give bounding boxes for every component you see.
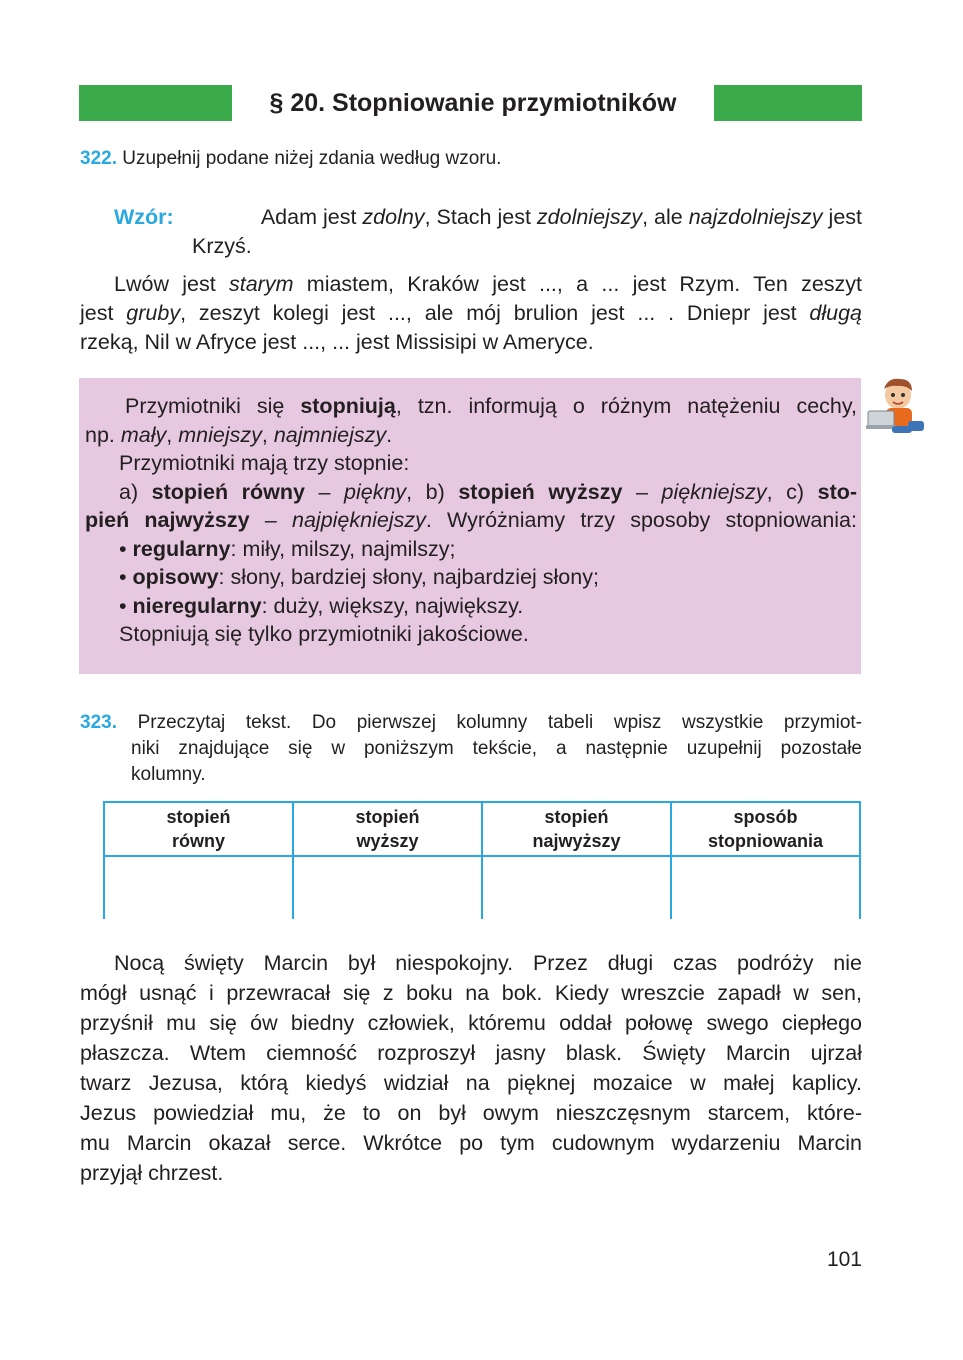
italic-term: najzdolniejszy	[688, 205, 823, 229]
text-run: •	[119, 593, 133, 618]
text-run: jest	[822, 205, 862, 229]
instruction-line: kolumny.	[131, 764, 206, 785]
table-answer-cell[interactable]	[672, 857, 861, 919]
text-run: •	[119, 536, 133, 561]
table-header-cell	[671, 805, 860, 855]
text-run: Lwów jest	[114, 272, 229, 296]
instruction-line: niki znajdujące się w poniższym tekście, a następnie uzupełnij pozostałe	[131, 738, 862, 759]
instruction-text: Przeczytaj tekst. Do pierwszej kolumny tabeli wpisz wszystkie przymiot-	[137, 712, 862, 733]
exercise-number: 323.	[80, 712, 117, 733]
text-run: , c)	[766, 479, 818, 504]
example-label: Wzór:	[114, 205, 174, 229]
rule-list-item	[85, 592, 857, 621]
rule-line	[85, 506, 857, 535]
text-run: , zeszyt kolegi jest ..., ale mój brulion jest ... . Dniepr jest	[180, 301, 810, 325]
header-line: sposób	[733, 807, 798, 827]
text-run: , tzn. informują o różnym natężeniu cechy,	[395, 394, 857, 418]
header-line: najwyższy	[532, 831, 621, 851]
text-run: jest	[80, 301, 127, 325]
text-run: : duży, większy, największy.	[261, 593, 524, 618]
text-run: •	[119, 565, 133, 589]
text-run: Przymiotniki się	[125, 394, 301, 418]
italic-term: najpiękniejszy	[292, 508, 426, 532]
story-line: przyjął chrzest.	[80, 1161, 224, 1185]
bold-term: stopniują	[300, 394, 396, 418]
rule-line	[85, 421, 857, 450]
italic-term: mały	[120, 422, 167, 447]
text-run: Stopniują się tylko przymiotniki jakościowe.	[119, 622, 529, 646]
italic-term: zdolniejszy	[536, 205, 643, 229]
rule-line	[85, 392, 857, 421]
sentence-line	[80, 299, 862, 328]
instruction-line	[80, 710, 862, 736]
text-run: a)	[119, 479, 152, 504]
table-header-cell	[104, 805, 293, 855]
header-line: stopień	[166, 807, 231, 827]
bold-term: nieregularny	[132, 593, 262, 618]
sentence-line	[80, 270, 862, 299]
text-run: : miły, milszy, najmilszy;	[230, 536, 456, 561]
comparison-table	[103, 801, 861, 919]
example-line-1	[114, 203, 862, 232]
text-run: –	[304, 479, 345, 504]
story-line: Nocą święty Marcin był niespokojny. Przez długi czas podróży nie	[114, 951, 862, 975]
text-run: , b)	[406, 479, 459, 504]
boy-with-laptop-icon	[862, 375, 928, 435]
bold-term: sto-	[817, 479, 858, 504]
header-line: stopniowania	[707, 831, 823, 851]
bold-term: regularny	[132, 536, 231, 561]
story-line: mu Marcin okazał serce. Wkrótce po tym cudownym wydarzeniu Marcin	[80, 1131, 862, 1155]
text-run: ,	[166, 422, 179, 447]
header-line: wyższy	[356, 831, 419, 851]
example-sentence	[261, 203, 862, 232]
italic-term: piękny	[344, 479, 407, 504]
text-run: . Wyróżniamy trzy sposoby stopniowania:	[425, 508, 857, 532]
rule-list-item	[85, 563, 857, 592]
instruction-text: Uzupełnij podane niżej zdania według wzoru.	[122, 148, 502, 169]
exercise-322-instruction	[80, 148, 501, 170]
story-line: twarz Jezusa, którą kiedyś widział na pięknej mozaice w małej kaplicy.	[80, 1071, 862, 1095]
bold-term: stopień wyższy	[458, 479, 623, 504]
text-run: Przymiotniki mają trzy stopnie:	[119, 451, 410, 475]
example-line-2: Krzyś.	[192, 234, 252, 258]
rule-line	[85, 620, 857, 649]
header-line: stopień	[544, 807, 609, 827]
exercise-322-sentences	[80, 270, 862, 357]
italic-term: gruby	[126, 301, 181, 325]
table-answer-cell[interactable]	[105, 857, 294, 919]
text-run: –	[249, 508, 292, 532]
story-line: Jezus powiedział mu, że to on był owym nieszczęsnym starcem, które-	[80, 1101, 862, 1125]
rule-line	[85, 449, 857, 478]
header-line: stopień	[355, 807, 420, 827]
table-answer-cell[interactable]	[294, 857, 483, 919]
header-bar-left	[79, 85, 232, 121]
grammar-rule-text	[85, 392, 857, 649]
text-run: , Stach jest	[424, 205, 537, 229]
text-run: : słony, bardziej słony, najbardziej słony;	[218, 565, 599, 589]
exercise-323-instruction	[80, 710, 862, 788]
text-run: rzeką, Nil w Afryce jest ..., ... jest Missisipi w Ameryce.	[80, 330, 594, 354]
italic-term: najmniejszy	[273, 422, 387, 447]
page-number: 101	[826, 1248, 862, 1271]
italic-term: zdolny	[362, 205, 425, 229]
italic-term: starym	[229, 272, 294, 296]
table-answer-cell[interactable]	[483, 857, 672, 919]
story-text	[80, 948, 862, 1188]
text-run: np.	[85, 422, 121, 447]
section-title: § 20. Stopniowanie przymiotników	[269, 89, 677, 117]
text-run: Adam jest	[260, 205, 363, 229]
italic-term: długą	[809, 301, 862, 325]
bold-term: pień najwyższy	[85, 508, 250, 532]
header-bar-right	[714, 85, 862, 121]
italic-term: mniejszy	[178, 422, 262, 447]
text-run: ,	[261, 422, 274, 447]
story-line: płaszcza. Wtem ciemność rozproszył jasny blask. Święty Marcin ujrzał	[80, 1041, 862, 1065]
exercise-number: 322.	[80, 148, 117, 169]
table-header-cell	[482, 805, 671, 855]
text-run: , ale	[642, 205, 689, 229]
bold-term: opisowy	[132, 565, 219, 589]
rule-list-item	[85, 535, 857, 564]
story-line: przyśnił mu się ów biedny człowiek, któremu oddał połowę swego ciepłego	[80, 1011, 862, 1035]
text-run: miastem, Kraków jest ..., a ... jest Rzym. Ten zeszyt	[293, 272, 863, 296]
bold-term: stopień równy	[151, 479, 305, 504]
rule-line	[85, 478, 857, 507]
text-run: .	[386, 422, 393, 447]
table-header-cell	[293, 805, 482, 855]
italic-term: piękniejszy	[661, 479, 767, 504]
sentence-line	[80, 328, 862, 357]
header-line: równy	[171, 831, 225, 851]
text-run: –	[622, 479, 662, 504]
story-line: mógł usnąć i przewracał się z boku na bok. Kiedy wreszcie zapadł w sen,	[80, 981, 862, 1005]
example-pattern	[114, 203, 862, 261]
